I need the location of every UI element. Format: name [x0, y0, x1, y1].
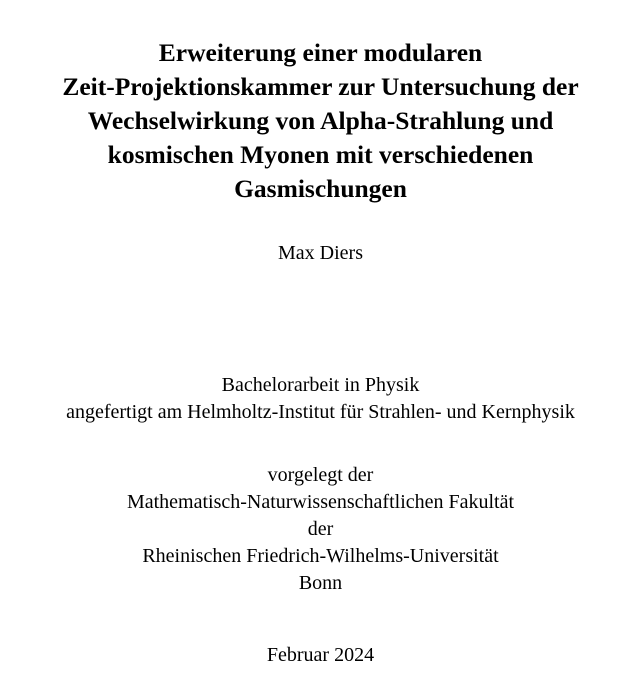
- submission-intro: vorgelegt der: [267, 464, 374, 486]
- author-name: Max Diers: [278, 242, 363, 264]
- submission-date: Februar 2024: [266, 644, 375, 666]
- university-name: Rheinischen Friedrich-Wilhelms-Universität: [142, 545, 499, 567]
- thesis-info: [0, 372, 641, 426]
- title-line-2: Zeit-Projektionskammer zur Untersuchung der: [62, 72, 579, 101]
- thesis-institute: angefertigt am Helmholtz-Institut für Strahlen- und Kernphysik: [66, 401, 575, 423]
- submission-connector: der: [307, 518, 334, 540]
- document-title: [0, 36, 641, 206]
- city-name: Bonn: [298, 572, 343, 594]
- thesis-type: Bachelorarbeit in Physik: [221, 374, 420, 396]
- title-line-3: Wechselwirkung von Alpha-Strahlung und: [87, 106, 554, 135]
- faculty-name: Mathematisch-Naturwissenschaftlichen Fakultät: [126, 491, 515, 513]
- submission-info: [0, 462, 641, 597]
- title-line-4: kosmischen Myonen mit verschiedenen: [107, 140, 534, 169]
- title-line-1: Erweiterung einer modularen: [158, 38, 483, 67]
- title-line-5: Gasmischungen: [234, 174, 407, 203]
